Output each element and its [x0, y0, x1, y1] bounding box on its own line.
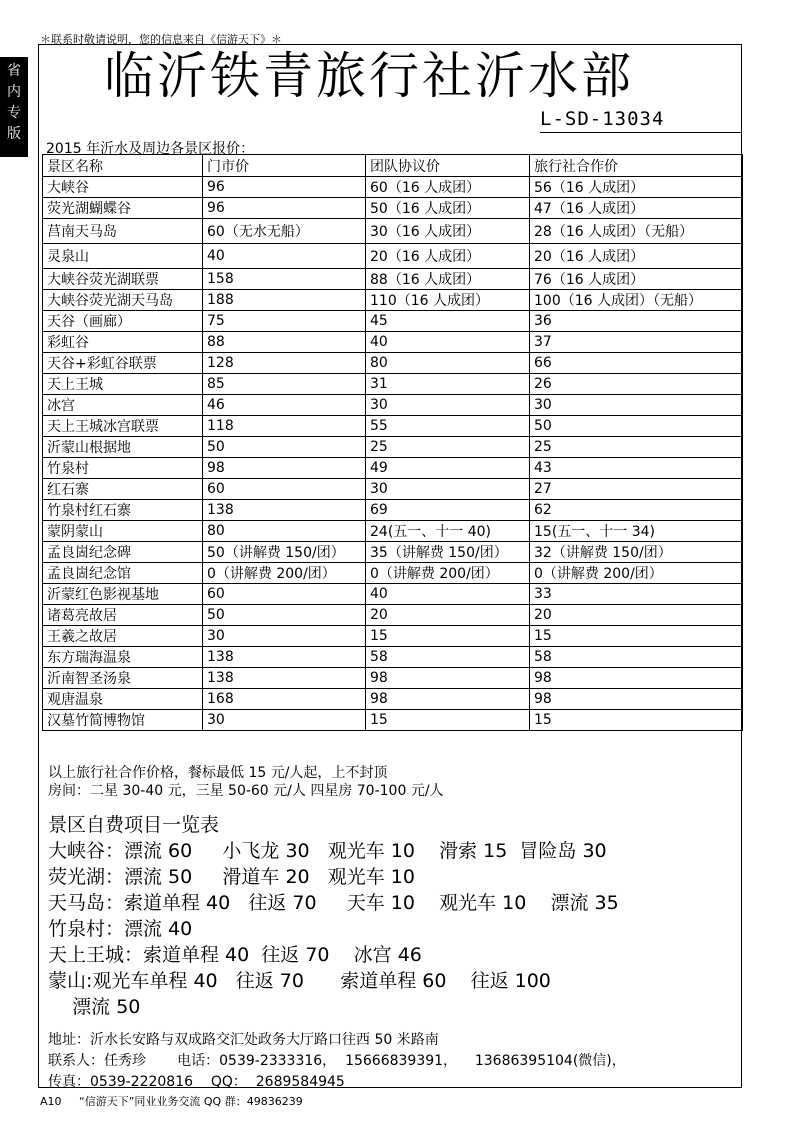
table-cell: 69 — [366, 500, 530, 521]
table-cell: 彩虹谷 — [43, 332, 203, 353]
table-row — [43, 395, 743, 416]
table-cell: 188 — [203, 290, 366, 311]
table-cell: 31 — [366, 374, 530, 395]
tab-char: 版 — [7, 126, 21, 142]
table-cell: 40 — [203, 244, 366, 269]
table-cell: 45 — [366, 311, 530, 332]
table-row — [43, 542, 743, 563]
table-cell: 98 — [203, 458, 366, 479]
table-row — [43, 290, 743, 311]
agency-title: 临沂铁青旅行社沂水部 — [104, 47, 634, 105]
table-cell: 15(五一、十一 34) — [530, 521, 743, 542]
table-cell: 15 — [530, 626, 743, 647]
table-cell: 20 — [366, 605, 530, 626]
table-cell: 85 — [203, 374, 366, 395]
table-cell: 王羲之故居 — [43, 626, 203, 647]
table-cell: 灵泉山 — [43, 244, 203, 269]
table-cell: 138 — [203, 500, 366, 521]
table-cell: 大峡谷荧光湖天马岛 — [43, 290, 203, 311]
table-cell: 50（讲解费 150/团） — [203, 542, 366, 563]
self-pay-line: 蒙山:观光车单程 40 往返 70 索道单程 60 往返 100 — [48, 970, 551, 992]
table-cell: 27 — [530, 479, 743, 500]
table-cell: 66 — [530, 353, 743, 374]
table-cell: 竹泉村 — [43, 458, 203, 479]
table-cell: 118 — [203, 416, 366, 437]
table-row — [43, 353, 743, 374]
table-cell: 15 — [530, 710, 743, 731]
tab-char: 省 — [7, 63, 21, 79]
table-cell: 60 — [203, 584, 366, 605]
table-body — [43, 177, 743, 731]
table-cell: 大峡谷荧光湖联票 — [43, 269, 203, 290]
table-cell: 50（16 人成团） — [366, 198, 530, 219]
table-cell: 62 — [530, 500, 743, 521]
address: 地址：沂水长安路与双成路交汇处政务大厅路口往西 50 米路南 — [48, 1032, 439, 1048]
self-pay-line: 天马岛：索道单程 40 往返 70 天车 10 观光车 10 漂流 35 — [48, 892, 619, 914]
table-cell: 20（16 人成团） — [366, 244, 530, 269]
room-note: 房间：二星 30-40 元，三星 50-60 元/人 四星房 70-100 元/人 — [48, 783, 444, 799]
table-cell: 30 — [530, 395, 743, 416]
table-cell: 98 — [530, 689, 743, 710]
table-cell: 天上王城冰宫联票 — [43, 416, 203, 437]
table-cell: 138 — [203, 668, 366, 689]
table-cell: 138 — [203, 647, 366, 668]
table-cell: 98 — [366, 668, 530, 689]
tab-char: 内 — [7, 84, 21, 100]
table-cell: 98 — [366, 689, 530, 710]
table-row — [43, 479, 743, 500]
table-cell: 观唐温泉 — [43, 689, 203, 710]
table-cell: 0（讲解费 200/团） — [366, 563, 530, 584]
table-cell: 50 — [530, 416, 743, 437]
table-cell: 37 — [530, 332, 743, 353]
table-row — [43, 416, 743, 437]
table-cell: 竹泉村红石寨 — [43, 500, 203, 521]
table-cell: 莒南天马岛 — [43, 219, 203, 244]
table-row — [43, 332, 743, 353]
table-cell: 40 — [366, 584, 530, 605]
table-cell: 158 — [203, 269, 366, 290]
table-cell: 43 — [530, 458, 743, 479]
table-cell: 沂蒙山根据地 — [43, 437, 203, 458]
license-number: L-SD-13034 — [540, 108, 665, 130]
table-cell: 15 — [366, 626, 530, 647]
fax-qq: 传真：0539-2220816 QQ： 2689584945 — [48, 1074, 345, 1090]
table-row — [43, 500, 743, 521]
table-row — [43, 689, 743, 710]
header-cell: 门市价 — [203, 155, 366, 177]
table-cell: 80 — [366, 353, 530, 374]
page-footer: A10 “信游天下”同业业务交流 QQ 群：49836239 — [40, 1095, 303, 1108]
header-cell: 团队协议价 — [366, 155, 530, 177]
table-cell: 25 — [530, 437, 743, 458]
table-cell: 孟良崮纪念馆 — [43, 563, 203, 584]
table-cell: 50 — [203, 437, 366, 458]
table-row — [43, 668, 743, 689]
table-cell: 60（16 人成团） — [366, 177, 530, 198]
table-cell: 30 — [203, 710, 366, 731]
table-cell: 汉墓竹简博物馆 — [43, 710, 203, 731]
self-pay-line: 荧光湖：漂流 50 滑道车 20 观光车 10 — [48, 866, 415, 888]
table-cell: 35（讲解费 150/团） — [366, 542, 530, 563]
table-caption: 2015 年沂水及周边各景区报价： — [46, 141, 255, 157]
table-cell: 蒙阴蒙山 — [43, 521, 203, 542]
table-cell: 沂南智圣汤泉 — [43, 668, 203, 689]
table-cell: 30 — [366, 479, 530, 500]
table-cell: 98 — [530, 668, 743, 689]
table-cell: 15 — [366, 710, 530, 731]
table-cell: 24(五一、十一 40) — [366, 521, 530, 542]
table-row — [43, 458, 743, 479]
self-pay-line: 大峡谷：漂流 60 小飞龙 30 观光车 10 滑索 15 冒险岛 30 — [48, 840, 607, 862]
table-cell: 46 — [203, 395, 366, 416]
meal-note: 以上旅行社合作价格，餐标最低 15 元/人起，上不封顶 — [48, 765, 388, 781]
table-header-row — [43, 155, 743, 177]
table-cell: 26 — [530, 374, 743, 395]
table-cell: 30 — [203, 626, 366, 647]
table-cell: 110（16 人成团） — [366, 290, 530, 311]
table-cell: 47（16 人成团） — [530, 198, 743, 219]
table-cell: 天谷+彩虹谷联票 — [43, 353, 203, 374]
table-cell: 荧光湖蝴蝶谷 — [43, 198, 203, 219]
table-row — [43, 521, 743, 542]
table-cell: 50 — [203, 605, 366, 626]
table-cell: 80 — [203, 521, 366, 542]
table-cell: 0（讲解费 200/团） — [203, 563, 366, 584]
table-cell: 58 — [366, 647, 530, 668]
table-cell: 天上王城 — [43, 374, 203, 395]
table-cell: 大峡谷 — [43, 177, 203, 198]
table-cell: 55 — [366, 416, 530, 437]
table-row — [43, 626, 743, 647]
table-cell: 96 — [203, 198, 366, 219]
table-cell: 49 — [366, 458, 530, 479]
header-cell: 旅行社合作价 — [530, 155, 743, 177]
table-cell: 天谷（画廊） — [43, 311, 203, 332]
tab-char: 专 — [7, 105, 21, 121]
table-row — [43, 563, 743, 584]
table-cell: 88（16 人成团） — [366, 269, 530, 290]
province-tab — [0, 57, 28, 157]
table-cell: 96 — [203, 177, 366, 198]
table-cell: 168 — [203, 689, 366, 710]
table-row — [43, 710, 743, 731]
table-cell: 60 — [203, 479, 366, 500]
table-cell: 56（16 人成团） — [530, 177, 743, 198]
table-cell: 33 — [530, 584, 743, 605]
table-cell: 76（16 人成团） — [530, 269, 743, 290]
table-cell: 冰宫 — [43, 395, 203, 416]
table-cell: 88 — [203, 332, 366, 353]
table-row — [43, 219, 743, 244]
self-pay-line: 漂流 50 — [48, 996, 141, 1018]
self-pay-line: 天上王城：索道单程 40 往返 70 冰宫 46 — [48, 944, 422, 966]
contact-person: 联系人：任秀珍 电话：0539-2333316， 15666839391， 13686395104(微信)， — [48, 1053, 626, 1069]
table-cell: 沂蒙红色影视基地 — [43, 584, 203, 605]
title-divider — [540, 132, 742, 133]
table-cell: 0（讲解费 200/团） — [530, 563, 743, 584]
table-row — [43, 374, 743, 395]
table-cell: 58 — [530, 647, 743, 668]
table-cell: 75 — [203, 311, 366, 332]
table-cell: 30 — [366, 395, 530, 416]
header-cell: 景区名称 — [43, 155, 203, 177]
table-row — [43, 244, 743, 269]
table-cell: 100（16 人成团）（无船） — [530, 290, 743, 311]
self-pay-line: 竹泉村：漂流 40 — [48, 918, 193, 940]
table-cell: 30（16 人成团） — [366, 219, 530, 244]
table-cell: 128 — [203, 353, 366, 374]
table-cell: 红石寨 — [43, 479, 203, 500]
table-row — [43, 437, 743, 458]
table-row — [43, 311, 743, 332]
table-cell: 36 — [530, 311, 743, 332]
table-cell: 孟良崮纪念碑 — [43, 542, 203, 563]
table-row — [43, 269, 743, 290]
table-row — [43, 605, 743, 626]
table-cell: 20（16 人成团） — [530, 244, 743, 269]
price-table — [42, 154, 743, 731]
table-row — [43, 584, 743, 605]
table-cell: 东方瑞海温泉 — [43, 647, 203, 668]
table-cell: 28（16 人成团）（无船） — [530, 219, 743, 244]
table-cell: 20 — [530, 605, 743, 626]
table-row — [43, 198, 743, 219]
source-notice: ＊联系时敬请说明，您的信息来自《信游天下》＊ — [40, 33, 282, 46]
table-cell: 诸葛亮故居 — [43, 605, 203, 626]
table-cell: 40 — [366, 332, 530, 353]
table-cell: 32（讲解费 150/团） — [530, 542, 743, 563]
table-row — [43, 177, 743, 198]
table-cell: 60（无水无船） — [203, 219, 366, 244]
table-cell: 25 — [366, 437, 530, 458]
table-row — [43, 647, 743, 668]
self-pay-title: 景区自费项目一览表 — [48, 814, 220, 836]
